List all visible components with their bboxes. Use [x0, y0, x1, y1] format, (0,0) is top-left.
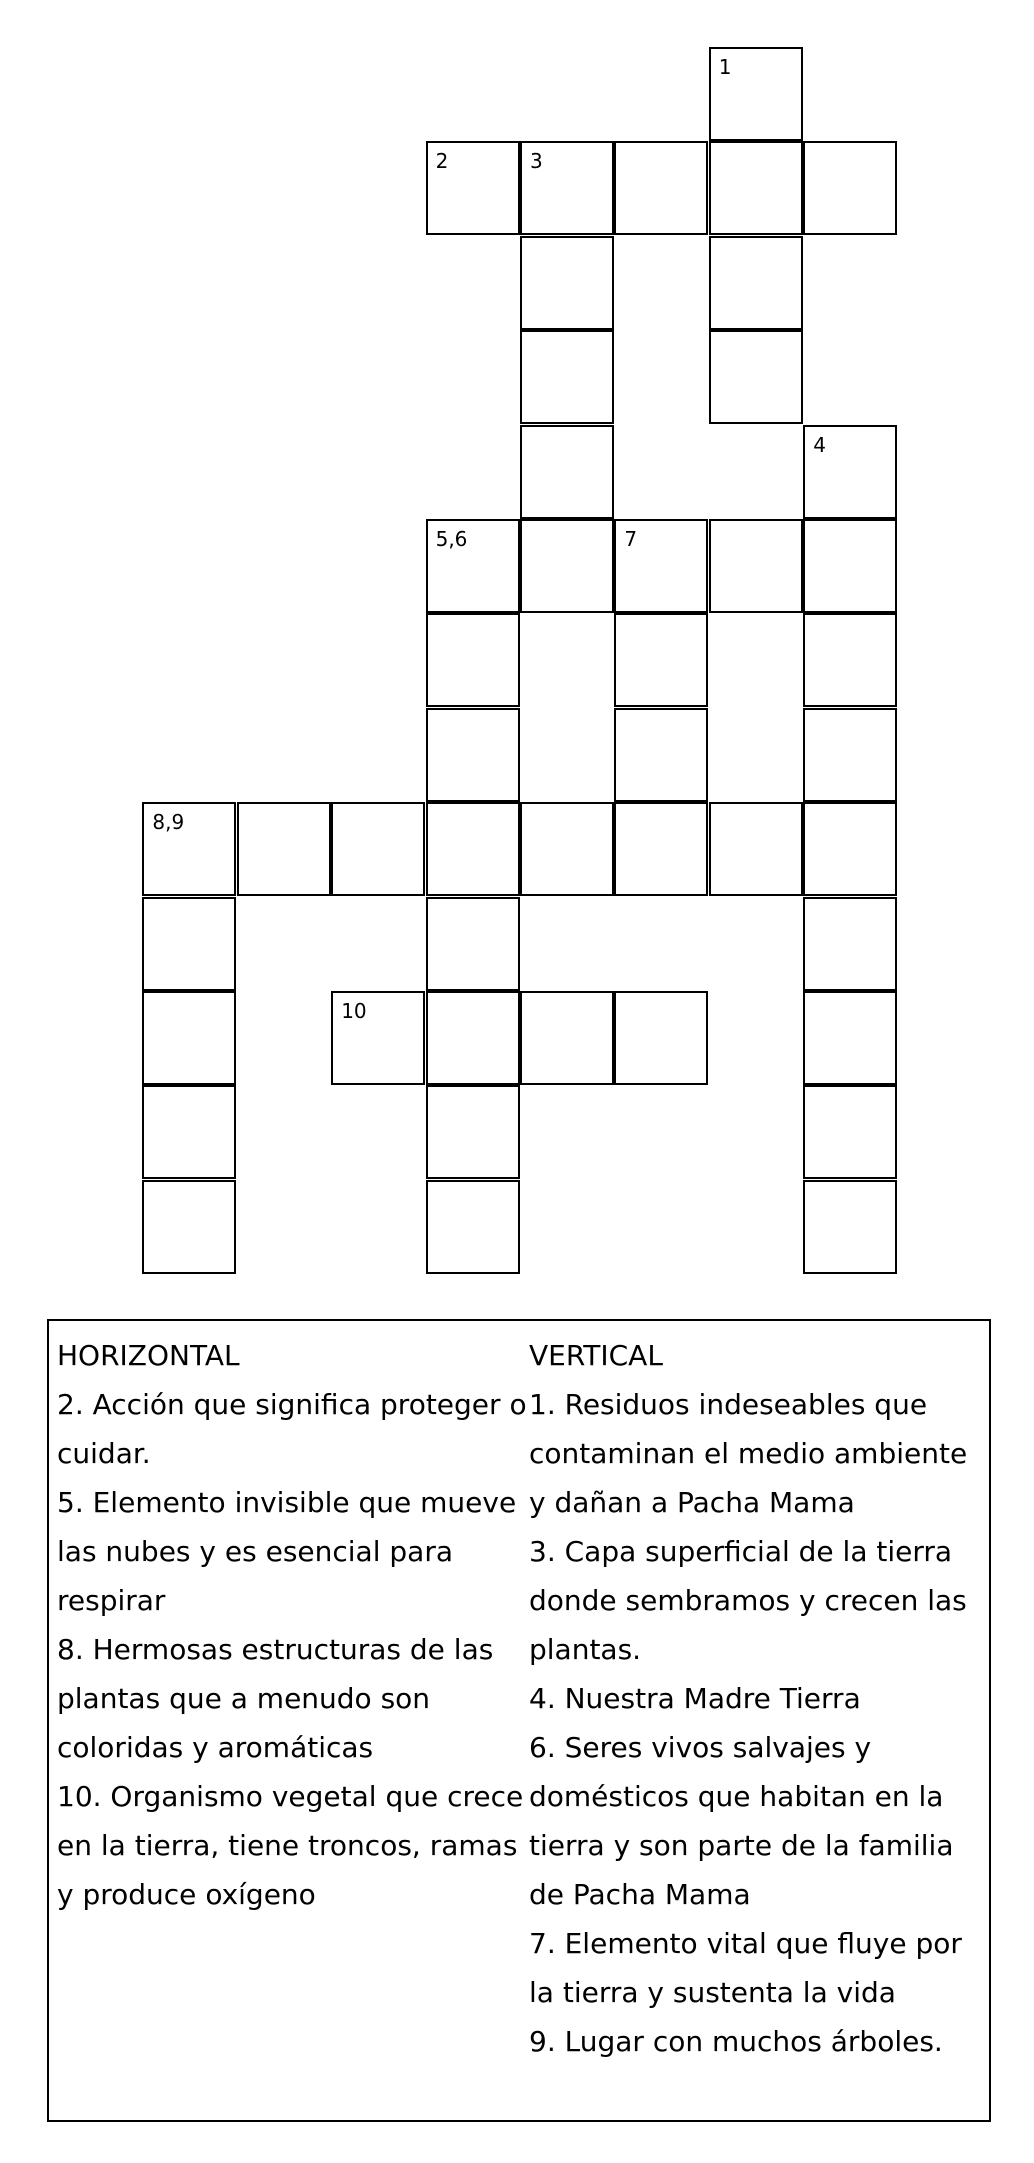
grid-cell[interactable]	[803, 1085, 897, 1179]
clue-number: 1	[718, 55, 732, 79]
vertical-clue-3: 3. Capa superficial de la tierra donde sembramos y crecen las plantas.	[529, 1535, 967, 1666]
horizontal-clues	[57, 1331, 527, 1919]
grid-cell[interactable]	[142, 991, 236, 1085]
horizontal-clue-10: 10. Organismo vegetal que crece en la tierra, tiene troncos, ramas y produce oxígeno	[57, 1780, 524, 1911]
grid-cell[interactable]	[520, 141, 614, 235]
grid-cell[interactable]	[614, 708, 708, 802]
grid-cell[interactable]	[426, 613, 520, 707]
grid-cell[interactable]	[614, 991, 708, 1085]
grid-cell[interactable]	[803, 425, 897, 519]
grid-cell[interactable]	[803, 802, 897, 896]
grid-cell[interactable]	[520, 991, 614, 1085]
grid-cell[interactable]	[426, 802, 520, 896]
grid-cell[interactable]	[142, 1180, 236, 1274]
grid-cell[interactable]	[426, 1085, 520, 1179]
clue-number: 7	[624, 527, 638, 551]
clue-number: 10	[341, 999, 367, 1023]
vertical-clues	[529, 1331, 984, 2066]
vertical-clue-4: 4. Nuestra Madre Tierra	[529, 1682, 861, 1715]
grid-cell[interactable]	[142, 802, 236, 896]
grid-cell[interactable]	[237, 802, 331, 896]
grid-cell[interactable]	[709, 519, 803, 613]
grid-cell[interactable]	[614, 141, 708, 235]
grid-cell[interactable]	[709, 236, 803, 330]
grid-cell[interactable]	[142, 897, 236, 991]
grid-cell[interactable]	[803, 897, 897, 991]
vertical-clue-1: 1. Residuos indeseables que contaminan el medio ambiente y dañan a Pacha Mama	[529, 1388, 968, 1519]
grid-cell[interactable]	[709, 141, 803, 235]
grid-cell[interactable]	[331, 991, 425, 1085]
grid-cell[interactable]	[709, 47, 803, 141]
clue-number: 8,9	[152, 810, 185, 835]
grid-cell[interactable]	[520, 330, 614, 424]
grid-cell[interactable]	[520, 425, 614, 519]
grid-cell[interactable]	[142, 1085, 236, 1179]
grid-cell[interactable]	[709, 330, 803, 424]
vertical-title: VERTICAL	[529, 1339, 663, 1372]
grid-cell[interactable]	[426, 519, 520, 613]
grid-cell[interactable]	[426, 897, 520, 991]
grid-cell[interactable]	[520, 802, 614, 896]
horizontal-clue-2: 2. Acción que significa proteger o cuidar.	[57, 1388, 527, 1470]
grid-cell[interactable]	[614, 802, 708, 896]
clue-number: 3	[530, 149, 543, 174]
grid-cell[interactable]	[803, 991, 897, 1085]
clue-number: 5,6	[435, 527, 468, 551]
grid-cell[interactable]	[803, 141, 897, 235]
grid-cell[interactable]	[803, 1180, 897, 1274]
vertical-clue-7: 7. Elemento vital que fluye por la tierra y sustenta la vida	[529, 1927, 962, 2009]
grid-cell[interactable]	[426, 1180, 520, 1274]
grid-cell[interactable]	[803, 708, 897, 802]
grid-cell[interactable]	[709, 802, 803, 896]
grid-cell[interactable]	[426, 708, 520, 802]
grid-cell[interactable]	[803, 613, 897, 707]
vertical-clue-6: 6. Seres vivos salvajes y domésticos que habitan en la tierra y son parte de la familia de Pacha Mama	[529, 1731, 954, 1911]
grid-cell[interactable]	[426, 141, 520, 235]
clues-box	[47, 1319, 991, 2122]
grid-cell[interactable]	[426, 991, 520, 1085]
grid-cell[interactable]	[331, 802, 425, 896]
horizontal-clue-8: 8. Hermosas estructuras de las plantas que a menudo son coloridas y aromáticas	[57, 1633, 494, 1764]
grid-cell[interactable]	[614, 613, 708, 707]
vertical-clue-9: 9. Lugar con muchos árboles.	[529, 2025, 943, 2058]
grid-cell[interactable]	[803, 519, 897, 613]
clue-number: 2	[435, 149, 449, 174]
clue-number: 4	[813, 432, 826, 457]
horizontal-clue-5: 5. Elemento invisible que mueve las nubes y es esencial para respirar	[57, 1486, 517, 1617]
grid-cell[interactable]	[614, 519, 708, 613]
horizontal-title: HORIZONTAL	[57, 1339, 240, 1372]
grid-cell[interactable]	[520, 236, 614, 330]
grid-cell[interactable]	[520, 519, 614, 613]
